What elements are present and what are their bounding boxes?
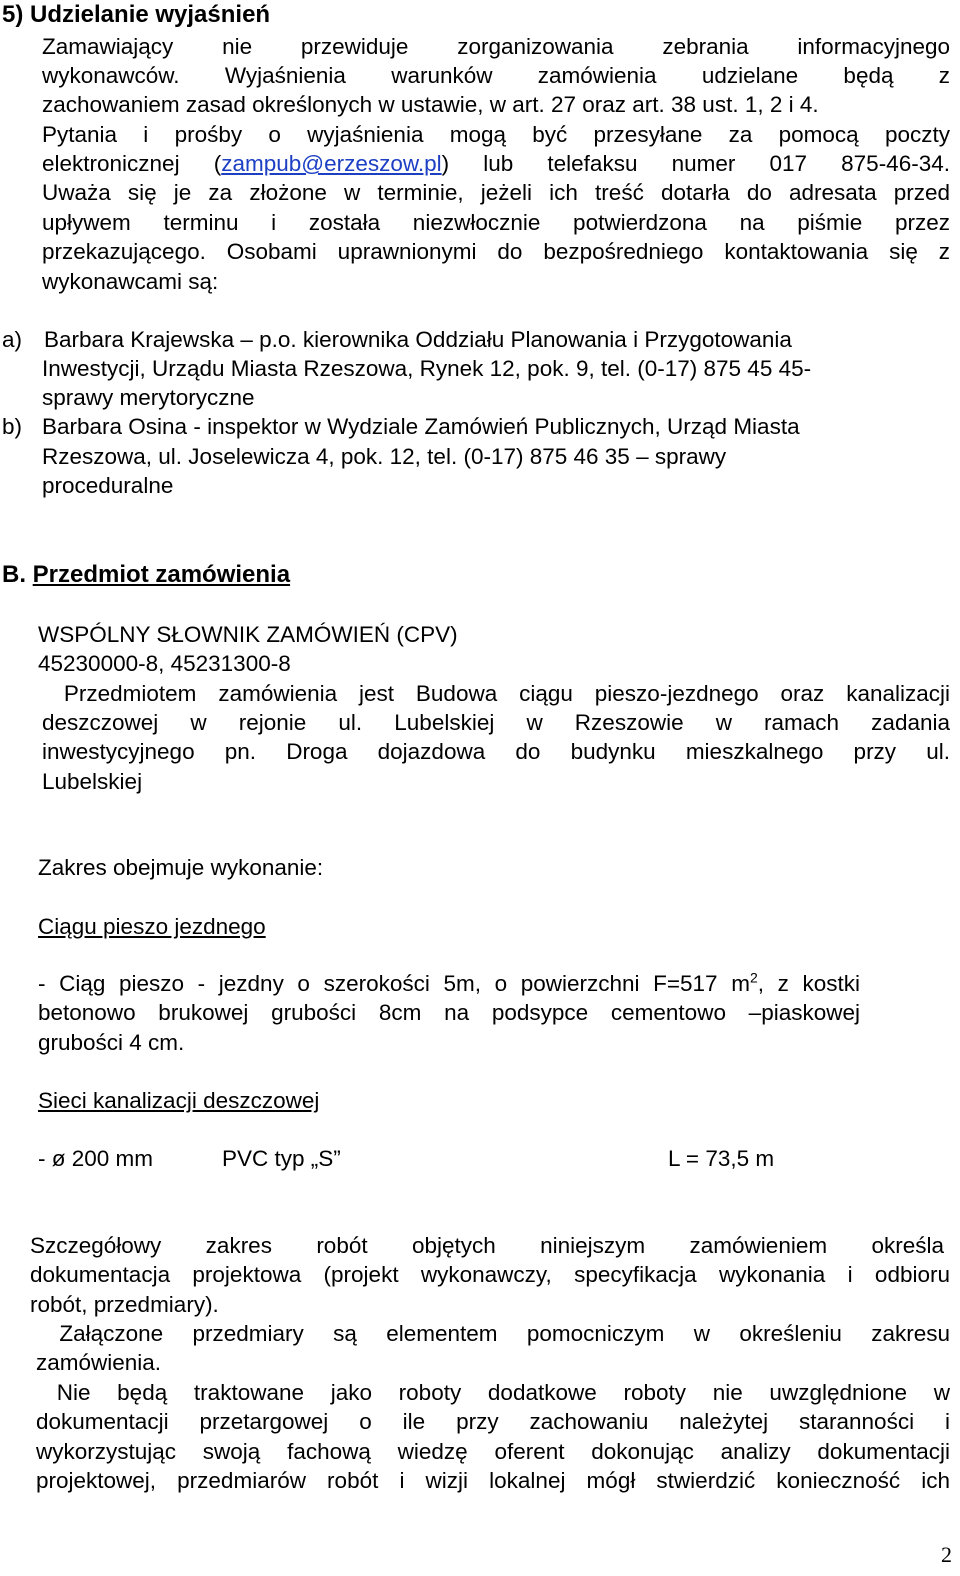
contact-b-line: Barbara Osina - inspektor w Wydziale Zamówień Publicznych, Urząd Miasta bbox=[42, 414, 800, 439]
sewer-diameter: - ø 200 mm bbox=[38, 1146, 154, 1171]
section-5-line: Pytania i prośby o wyjaśnienia mogą być przesyłane za pomocą poczty bbox=[42, 122, 950, 147]
section-5-line: upływem terminu i została niezwłocznie potwierdzona na piśmie przez bbox=[42, 210, 950, 235]
contact-b-marker: b) bbox=[2, 414, 23, 439]
section-5-line: przekazującego. Osobami uprawnionymi do bezpośredniego kontaktowania się z bbox=[42, 239, 950, 264]
scope-intro: Zakres obejmuje wykonanie: bbox=[38, 855, 324, 880]
detail-line: zamówienia. bbox=[36, 1350, 162, 1375]
detail-line: wykorzystując swoją fachową wiedzę oferent dokonując analizy dokumentacji bbox=[36, 1439, 950, 1464]
subject-line: Przedmiotem zamówienia jest Budowa ciągu pieszo-jezdnego oraz kanalizacji bbox=[42, 681, 950, 706]
subject-line: deszczowej w rejonie ul. Lubelskiej w Rzeszowie w ramach zadania bbox=[42, 710, 950, 735]
road-line bbox=[38, 969, 860, 998]
detail-line: Załączone przedmiary są elementem pomocniczym w określeniu zakresu bbox=[30, 1321, 950, 1346]
contact-a-line: sprawy merytoryczne bbox=[42, 385, 255, 410]
road-line: betonowo brukowej grubości 8cm na podsypce cementowo –piaskowej bbox=[38, 1000, 860, 1025]
section-5-line: Zamawiający nie przewiduje zorganizowania zebrania informacyjnego bbox=[42, 34, 950, 59]
road-heading: Ciągu pieszo jezdnego bbox=[38, 914, 266, 939]
sewer-length: L = 73,5 m bbox=[668, 1146, 775, 1171]
contact-b-line: Rzeszowa, ul. Joselewicza 4, pok. 12, tel. (0-17) 875 46 35 – sprawy bbox=[42, 444, 727, 469]
section-5-line: Uważa się je za złożone w terminie, jeżeli ich treść dotarła do adresata przed bbox=[42, 180, 950, 205]
detail-line: Nie będą traktowane jako roboty dodatkowe roboty nie uwzględnione w bbox=[30, 1380, 950, 1405]
contact-b-line: proceduralne bbox=[42, 473, 174, 498]
section-b-heading bbox=[2, 560, 290, 590]
email-link[interactable]: zampub@erzeszow.pl bbox=[221, 151, 442, 176]
superscript: 2 bbox=[749, 969, 758, 986]
section-b-prefix: B. bbox=[2, 561, 26, 588]
subject-line: Lubelskiej bbox=[42, 769, 143, 794]
subject-line: inwestycyjnego pn. Droga dojazdowa do budynku mieszkalnego przy ul. bbox=[42, 739, 950, 764]
section-5-heading: 5) Udzielanie wyjaśnień bbox=[2, 1, 271, 28]
detail-line: Szczegółowy zakres robót objętych niniejszym zamówieniem określa bbox=[30, 1233, 944, 1258]
sewer-type: PVC typ „S” bbox=[222, 1146, 341, 1171]
email-line bbox=[42, 149, 950, 178]
section-5-line: wykonawcami są: bbox=[42, 269, 219, 294]
detail-line: dokumentacja projektowa (projekt wykonawczy, specyfikacja wykonania i odbioru bbox=[30, 1262, 950, 1287]
cpv-codes: 45230000-8, 45231300-8 bbox=[38, 651, 291, 676]
contact-a-marker: a) bbox=[2, 327, 23, 352]
section-b-title: Przedmiot zamówienia bbox=[32, 561, 291, 588]
detail-line: dokumentacji przetargowej o ile przy zachowaniu należytej staranności i bbox=[36, 1409, 950, 1434]
detail-line: projektowej, przedmiarów robót i wizji lokalnej mógł stwierdzić konieczność ich bbox=[36, 1468, 950, 1493]
contact-a-line: Barbara Krajewska – p.o. kierownika Oddziału Planowania i Przygotowania bbox=[44, 327, 792, 352]
email-line-before: elektronicznej ( bbox=[42, 151, 222, 176]
email-line-after: ) lub telefaksu numer 017 875-46-34. bbox=[441, 151, 950, 176]
detail-line: robót, przedmiary). bbox=[30, 1292, 219, 1317]
section-5-line: wykonawców. Wyjaśnienia warunków zamówienia udzielane będą z bbox=[42, 63, 950, 88]
road-line-text: - Ciąg pieszo - jezdny o szerokości 5m, o powierzchni F=517 m bbox=[38, 971, 750, 996]
contact-a-line: Inwestycji, Urządu Miasta Rzeszowa, Rynek 12, pok. 9, tel. (0-17) 875 45 45- bbox=[42, 356, 812, 381]
road-line: grubości 4 cm. bbox=[38, 1030, 185, 1055]
road-line-text: , z kostki bbox=[757, 971, 860, 996]
cpv-title: WSPÓLNY SŁOWNIK ZAMÓWIEŃ (CPV) bbox=[38, 622, 458, 647]
page-number: 2 bbox=[941, 1542, 952, 1567]
sewer-heading: Sieci kanalizacji deszczowej bbox=[38, 1088, 320, 1113]
section-5-line: zachowaniem zasad określonych w ustawie, w art. 27 oraz art. 38 ust. 1, 2 i 4. bbox=[42, 92, 819, 117]
